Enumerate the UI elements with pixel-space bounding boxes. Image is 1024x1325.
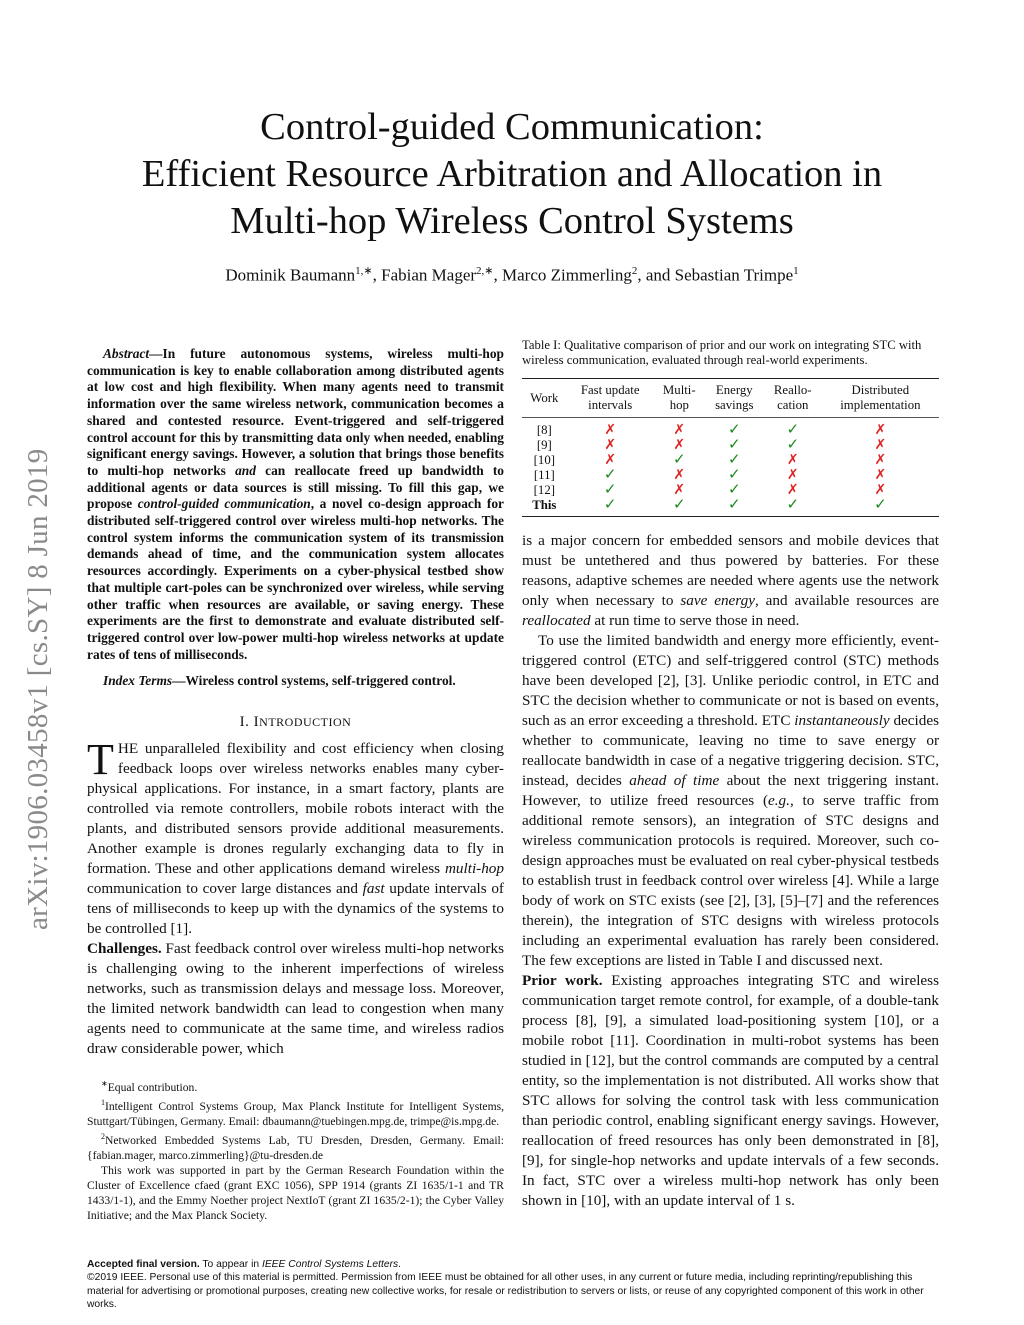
separator: , and — [637, 265, 675, 285]
text-segment: is a major concern for embedded sensors and mobile devices that must be untethered and thus powered by batteries. For these reasons, adaptive schemes are needed where agents use the network only when necessary to — [522, 532, 939, 609]
cross-icon: ✗ — [604, 438, 617, 453]
section-title-initial: I — [253, 714, 260, 731]
check-icon: ✓ — [603, 482, 617, 498]
text-segment: ahead of time — [629, 772, 720, 789]
footnote — [87, 1129, 504, 1163]
separator: , — [493, 265, 502, 285]
punct: . — [398, 1259, 402, 1270]
check-icon: ✓ — [874, 497, 887, 513]
work-reference: [12] — [533, 483, 555, 497]
title-line: Efficient Resource Arbitration and Allocation in — [141, 153, 883, 195]
cross-icon: ✗ — [874, 468, 887, 483]
text-segment: instantaneously — [794, 712, 890, 729]
author-affiliation: 1 — [793, 265, 799, 277]
column-header — [522, 379, 567, 418]
text-segment: and — [235, 462, 256, 478]
copyright-notice — [87, 1258, 937, 1312]
text-segment: fast — [362, 880, 385, 898]
text-segment: about the next triggering instant. However, to utilize freed resources ( — [522, 772, 939, 809]
text-segment: 2 — [101, 1132, 105, 1142]
check-icon: ✓ — [603, 467, 617, 483]
check-icon: ✓ — [728, 467, 741, 483]
footnote — [87, 1163, 504, 1223]
text-segment: HE unparalleled flexibility and cost efficiency when closing feedback loops over wireless networks enables many cyber-physical applications. For instance, in a smart factory, plants are controlled via remote controllers, mobile robots interact with the plants, and distributed sensors provide additional measurements. Another example is drones regularly exchanging data to fly in formation. These and other applications demand wireless — [87, 740, 504, 878]
introduction-text — [87, 735, 504, 1059]
cross-icon: ✗ — [673, 468, 686, 483]
accepted-label: Accepted final version. — [87, 1259, 200, 1270]
cross-icon: ✗ — [786, 453, 799, 468]
paragraph — [87, 939, 504, 1059]
text-segment: , to serve traffic from additional remote sensors), an integration of STC designs and wireless communication protocols is required. Moreover, such co-design approaches must be evaluated on real cyber-physical testbeds to establish trust in feedback control over wireless [4]. While a large body of work on STC exists (see [2], [3], [5]–[7] and the references therein), the integration of STC designs with wireless protocols including an experimental evaluation has rarely been considered. The few exceptions are listed in Table I and discussed next. — [522, 792, 939, 969]
text-segment: Networked Embedded Systems Lab, TU Dresden, Dresden, Germany. Email: {fabian.mager, marco.zimmerling}@tu-dresden.de — [87, 1133, 504, 1163]
check-icon: ✓ — [673, 497, 686, 513]
footnote — [87, 1076, 504, 1095]
header-line: cation — [777, 398, 809, 412]
work-reference: [11] — [533, 468, 555, 482]
work-reference: This — [532, 498, 557, 512]
author-list — [0, 264, 1024, 286]
header-line: Distributed — [851, 383, 910, 397]
header-line: implementation — [840, 398, 921, 412]
section-heading — [87, 714, 504, 731]
column-header — [822, 379, 939, 418]
header-line: hop — [669, 398, 689, 412]
cross-icon: ✗ — [673, 423, 686, 438]
table-row — [522, 498, 939, 517]
column-header — [567, 379, 654, 418]
table-row — [522, 438, 939, 453]
column-header — [705, 379, 764, 418]
header-line: Energy — [715, 383, 753, 397]
body-text — [522, 531, 939, 1211]
section-number: I. — [239, 714, 254, 731]
drop-cap: T — [87, 735, 114, 785]
cross-icon: ✗ — [604, 423, 617, 438]
index-terms — [87, 673, 504, 690]
work-reference: [8] — [536, 423, 552, 437]
footnote — [87, 1095, 504, 1129]
header-line: intervals — [588, 398, 633, 412]
header-line: Multi- — [662, 383, 696, 397]
table-row — [522, 483, 939, 498]
text-segment: save energy — [680, 592, 755, 609]
text-segment: , a novel co-design approach for distributed self-triggered control over wireless multi-hop networks. The control system informs the communication system of its transmission demands ahead of time, and the communication system allocates resources accordingly. Experiments on a cyber-physical testbed show that multiple cart-poles can be synchronized over wireless, while serving other traffic when resources are available, or saving energy. These experiments are the first to demonstrate and evaluate distributed self-triggered control over low-power multi-hop wireless networks at update rates of tens of milliseconds. — [87, 496, 504, 662]
cross-icon: ✗ — [786, 468, 799, 483]
accepted-text: To appear in — [199, 1259, 262, 1270]
column-header — [764, 379, 822, 418]
text-segment: Fast feedback control over wireless multi-hop networks is challenging owing to the inherent imperfections of wireless networks, such as transmission delays and message loss. Moreover, the limited network bandwidth can lead to congestion when many agents need to communicate at the same time, and wireless radios draw considerable power, which — [87, 940, 504, 1058]
right-column — [522, 338, 939, 1211]
text-segment: This work was supported in part by the German Research Foundation within the Cluster of Excellence cfaed (grant EXC 1056), SPP 1914 (grants ZI 1635/1-1 and TR 1433/1-1), and the Emmy Noether project NextIoT (grant ZI 1635/2-1); the Cyber Valley Initiative; and the Max Planck Society. — [87, 1164, 504, 1223]
arxiv-identifier: arXiv:1906.03458v1 [cs.SY] 8 Jun 2019 — [22, 448, 54, 930]
text-segment: Challenges. — [87, 940, 162, 958]
text-segment: To use the limited bandwidth and energy more efficiently, event-triggered control (ETC) and self-triggered control (STC) methods have been developed [2], [3]. Unlike periodic control, in ETC and STC the decision whether to communicate or not is based on events, such as an error exceeding a threshold. ETC — [522, 632, 939, 729]
paragraph — [522, 531, 939, 631]
paragraph — [522, 631, 939, 971]
paragraph — [522, 971, 939, 1211]
cross-icon: ✗ — [874, 438, 887, 453]
text-segment: ∗ — [101, 1079, 108, 1089]
venue: IEEE Control Systems Letters — [261, 1259, 399, 1270]
cross-icon: ✗ — [673, 483, 686, 498]
text-segment: multi-hop — [444, 860, 504, 878]
text-segment: reallocated — [522, 612, 591, 629]
text-segment: control-guided communication — [137, 496, 311, 512]
section-title-rest: NTRODUCTION — [259, 715, 352, 730]
footnotes — [87, 1076, 504, 1223]
table-row — [522, 418, 939, 439]
check-icon: ✓ — [728, 437, 741, 453]
text-segment: e.g. — [768, 792, 790, 809]
author-name: Sebastian Trimpe — [674, 265, 794, 285]
check-icon: ✓ — [786, 437, 800, 453]
left-column — [87, 346, 504, 1223]
copyright-text: ©2019 IEEE. Personal use of this material is permitted. Permission from IEEE must be obtained for all other uses, in any current or future media, including reprinting/republishing this material for advertising or promotional purposes, creating new collective works, for resale or redistribution to servers or lists, or reuse of any copyrighted component of this work in other works. — [87, 1272, 924, 1311]
author-affiliation: 2,∗ — [476, 265, 494, 277]
text-segment: can reallocate freed up bandwidth to additional agents or data sources is still missing. To fill this gap, we propose — [87, 462, 504, 512]
title-line: Multi-hop Wireless Control Systems — [230, 200, 794, 242]
text-segment: Prior work. — [522, 972, 603, 989]
text-segment: communication to cover large distances and — [87, 880, 363, 898]
header-line: Reallo- — [773, 383, 812, 397]
cross-icon: ✗ — [874, 453, 887, 468]
text-segment: decides whether to communicate, leaving no time to save energy or reallocate bandwidth in case of a negative triggering decision. STC, instead, decides — [522, 712, 939, 789]
header-line: savings — [715, 398, 754, 412]
cross-icon: ✗ — [874, 483, 887, 498]
author-affiliation: 1,∗ — [355, 265, 373, 277]
text-segment: Equal contribution. — [107, 1080, 198, 1094]
work-reference: [9] — [536, 438, 552, 452]
table-row — [522, 453, 939, 468]
header-line: Work — [530, 390, 559, 405]
paper-title — [0, 104, 1024, 245]
abstract — [87, 346, 504, 663]
text-segment: —In future autonomous systems, wireless multi-hop communication is key to enable collaboration among distributed agents at low cost and high flexibility. When many agents need to transmit information over the same wireless network, communication becomes a shared and contested resource. Event-triggered and self-triggered control account for this by transmitting data only when needed, enabling significant energy savings. However, a solution that brings those benefits to multi-hop networks — [87, 346, 504, 478]
check-icon: ✓ — [728, 482, 741, 498]
text-segment: Abstract — [103, 346, 150, 361]
text-segment: at run time to serve those in need. — [590, 612, 800, 629]
author-name: Fabian Mager — [381, 265, 477, 285]
text-segment: 1 — [101, 1098, 105, 1108]
author-affiliation: 2 — [631, 265, 638, 277]
table-row — [522, 468, 939, 483]
cross-icon: ✗ — [604, 453, 617, 468]
text-segment: , and available resources are — [754, 592, 939, 609]
check-icon: ✓ — [728, 497, 741, 513]
column-header — [654, 379, 705, 418]
text-segment: Existing approaches integrating STC and wireless communication target remote control, for example, of a double-tank process [8], [9], a simulated load-positioning system [10], or a mobile robot [11]. Coordination in multi-robot systems has been studied in [12], but the control commands are computed by a central entity, so the implementation is not distributed. All works show that STC allows for solving the control task with less communication than periodic control, enabling significant energy savings. However, reallocation of freed resources has only been demonstrated in [8], [9], for single-hop networks and update intervals of a few seconds. In fact, STC over a wireless multi-hop network has only been shown in [10], with an update interval of 1 s. — [522, 972, 939, 1209]
paragraph — [87, 735, 504, 939]
text-segment: update intervals of tens of milliseconds to keep up with the dynamics of the systems to be controlled [1]. — [87, 880, 504, 938]
table-header-row — [522, 379, 939, 418]
author-name: Dominik Baumann — [225, 265, 356, 285]
work-reference: [10] — [533, 453, 555, 467]
separator: , — [372, 265, 382, 285]
table-body — [522, 418, 939, 517]
check-icon: ✓ — [786, 422, 800, 438]
author-name: Marco Zimmerling — [502, 265, 632, 285]
comparison-table — [522, 378, 939, 517]
cross-icon: ✗ — [874, 423, 887, 438]
text-segment: —Wireless control systems, self-triggered control. — [172, 673, 456, 689]
check-icon: ✓ — [786, 497, 800, 513]
table-caption: Table I: Qualitative comparison of prior and our work on integrating STC with wireless communication, evaluated through real-world experiments. — [522, 338, 922, 367]
check-icon: ✓ — [603, 497, 617, 513]
title-line: Control-guided Communication: — [260, 106, 764, 148]
check-icon: ✓ — [728, 422, 741, 438]
text-segment: Intelligent Control Systems Group, Max Planck Institute for Intelligent Systems, Stuttgart/Tübingen, Germany. Email: dbaumann@tuebingen.mpg.de, trimpe@is.mpg.de. — [87, 1099, 504, 1128]
check-icon: ✓ — [728, 452, 741, 468]
check-icon: ✓ — [673, 452, 686, 468]
header-line: Fast update — [580, 383, 640, 397]
cross-icon: ✗ — [673, 438, 686, 453]
text-segment: Index Terms — [103, 673, 173, 689]
cross-icon: ✗ — [786, 483, 799, 498]
